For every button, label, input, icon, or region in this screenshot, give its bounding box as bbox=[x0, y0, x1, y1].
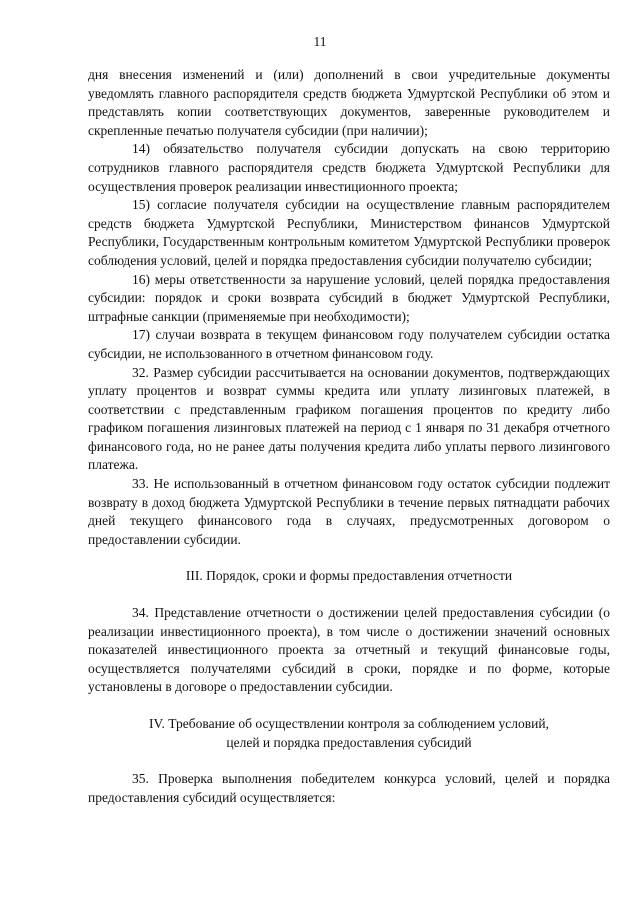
paragraph-item-17: 17) случаи возврата в текущем финансовом году получателем субсидии остатка субсидии, не использованного в отчетном финансовом году. bbox=[88, 327, 610, 361]
paragraph-continuation: дня внесения изменений и (или) дополнений в свои учредительные документы уведомлять главного распорядителя средств бюджета Удмуртской Республики об этом и представлять копии соответствующих документов, заверенные руководителем и скрепленные печатью получателя субсидии (при наличии); bbox=[88, 67, 610, 138]
page-number: 11 bbox=[313, 34, 327, 49]
paragraph-34: 34. Представление отчетности о достижении целей предоставления субсидии (о реализации инвестиционного проекта), в том числе о достижении значений основных показателей инвестиционного проекта за отчетный и текущий финансовые годы, осуществляется получателями субсидий в сроки, порядке и по форме, которые установлены в договоре о предоставлении субсидии. bbox=[88, 605, 610, 695]
section-heading-3: III. Порядок, сроки и формы предоставления отчетности bbox=[185, 568, 513, 584]
paragraph-33: 33. Не использованный в отчетном финансовом году остаток субсидии подлежит возврату в доход бюджета Удмуртской Республики в течение первых пятнадцати рабочих дней текущего финансового года в случаях, предусмотренных договором о предоставлении субсидии. bbox=[88, 476, 610, 547]
paragraph-item-16: 16) меры ответственности за нарушение условий, целей порядка предоставления субсидии: порядок и сроки возврата субсидий в бюджет Удмуртской Республики, штрафные санкции (применяемые при необходимости); bbox=[88, 271, 610, 324]
document-body bbox=[88, 66, 610, 807]
paragraph-item-14: 14) обязательство получателя субсидии допускать на свою территорию сотрудников главного распорядителя средств бюджета Удмуртской Республики для осуществления проверок реализации инвестиционного проекта; bbox=[88, 141, 610, 194]
section-heading-4-line-2: целей и порядка предоставления субсидий bbox=[226, 734, 472, 750]
paragraph-32: 32. Размер субсидии рассчитывается на основании документов, подтверждающих уплату процентов и возврат суммы кредита или уплату лизинговых платежей, в соответствии с представленным графиком погашения процентов по кредиту либо графиком погашения лизинговых платежей на период с 1 января по 31 декабря отчетного финансового года, но не ранее даты получения кредита либо уплаты первого лизингового платежа. bbox=[88, 364, 610, 473]
paragraph-item-15: 15) согласие получателя субсидии на осуществление главным распорядителем средств бюджета Удмуртской Республики, Министерством финансов Удмуртской Республики, Государственным контрольным комитетом Удмуртской Республики проверок соблюдения условий, целей и порядка предоставления субсидии получателю субсидии; bbox=[88, 197, 610, 268]
section-heading-4-line-1: IV. Требование об осуществлении контроля за соблюдением условий, bbox=[149, 716, 549, 731]
section-heading-4 bbox=[88, 715, 610, 752]
paragraph-35: 35. Проверка выполнения победителем конкурса условий, целей и порядка предоставления субсидий осуществляется: bbox=[88, 771, 610, 805]
